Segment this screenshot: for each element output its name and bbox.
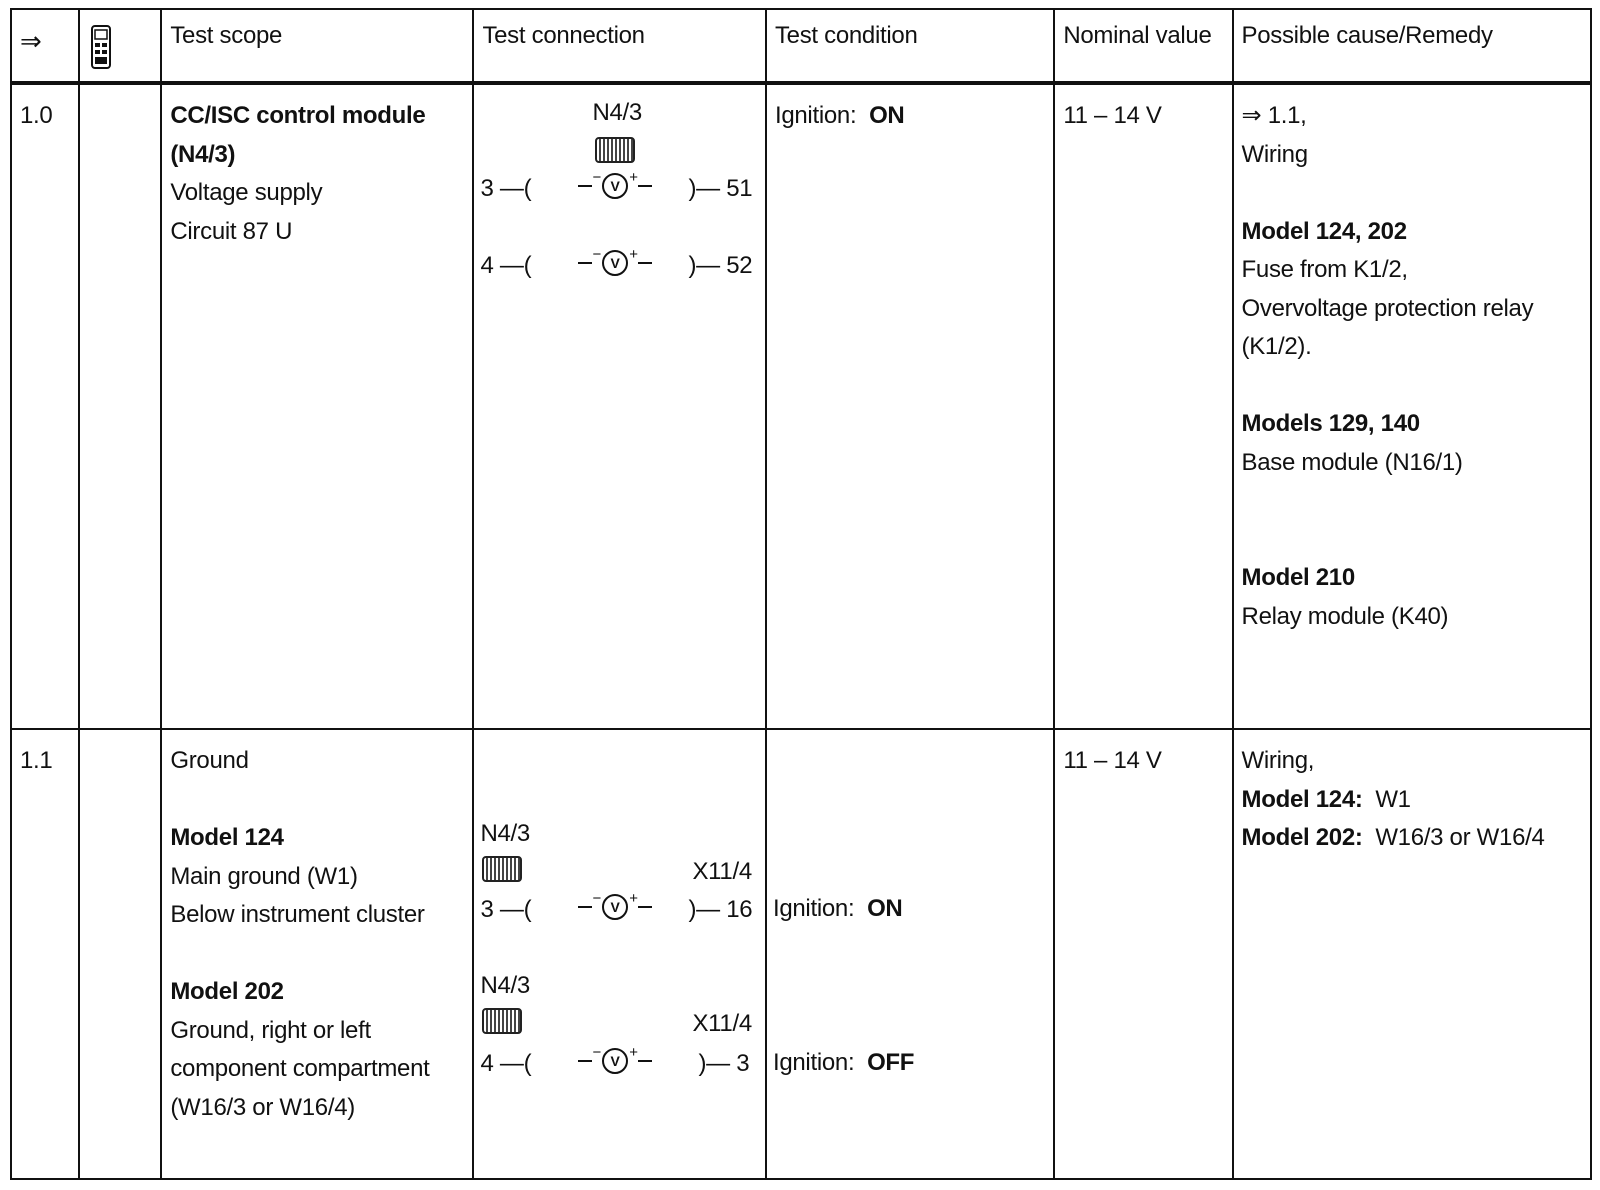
remedy-line: Relay module (K40) xyxy=(1241,602,1449,630)
step-cell xyxy=(11,729,79,1179)
nominal-cell xyxy=(1054,83,1232,729)
header-device xyxy=(79,9,161,83)
remedy-line: Wiring, xyxy=(1241,747,1315,775)
header-test-connection: Test connection xyxy=(473,9,766,83)
step-number: 1.1 xyxy=(20,747,53,775)
remedy-model-heading: Model 124, 202 xyxy=(1241,217,1407,245)
nominal-value: 11 – 14 V xyxy=(1063,747,1162,775)
test-condition: Ignition: ON xyxy=(772,895,903,923)
table-row xyxy=(11,729,1591,1179)
module-label: N4/3 xyxy=(592,99,642,126)
module-socket-icon xyxy=(595,137,635,163)
tester-icon xyxy=(90,24,112,70)
scope-line: Below instrument cluster xyxy=(170,901,425,929)
table-row xyxy=(11,83,1591,729)
module-label: N4/3 xyxy=(480,972,530,1000)
test-condition: Ignition: ON xyxy=(774,102,905,129)
scope-line: Voltage supply xyxy=(170,179,323,206)
test-table-sheet xyxy=(10,8,1592,1180)
header-possible-cause: Possible cause/Remedy xyxy=(1233,9,1591,83)
scope-line: Circuit 87 U xyxy=(170,217,293,245)
header-test-condition: Test condition xyxy=(766,9,1054,83)
voltmeter-icon: − V + xyxy=(578,250,652,276)
scope-title: Ground xyxy=(170,747,249,775)
voltmeter-icon: − V + xyxy=(578,173,652,199)
remedy-ref: ⇒ 1.1, xyxy=(1241,102,1307,129)
scope-line: Main ground (W1) xyxy=(170,862,358,890)
scope-cell xyxy=(161,83,473,729)
nominal-value: 11 – 14 V xyxy=(1063,102,1162,129)
pin-right: )— 16 xyxy=(688,896,753,924)
condition-cell xyxy=(766,83,1054,729)
connection-cell xyxy=(473,83,766,729)
step-number: 1.0 xyxy=(20,102,53,129)
remedy-line: Fuse from K1/2, xyxy=(1241,256,1408,283)
pin-left: 4 —( xyxy=(480,1050,532,1078)
pin-right: )— 3 xyxy=(698,1050,750,1078)
pin-right: )— 51 xyxy=(688,175,753,202)
target-label: X11/4 xyxy=(692,1010,752,1038)
pin-left: 3 —( xyxy=(480,175,532,202)
remedy-line: Base module (N16/1) xyxy=(1241,448,1463,476)
pin-right: )— 52 xyxy=(688,252,753,279)
scope-line: (W16/3 or W16/4) xyxy=(170,1093,355,1121)
test-condition: Ignition: OFF xyxy=(772,1049,915,1077)
diagnostic-test-table xyxy=(10,8,1592,1180)
remedy-model-line: Model 202: W16/3 or W16/4 xyxy=(1241,824,1545,852)
scope-cell xyxy=(161,729,473,1179)
remedy-cell xyxy=(1233,83,1591,729)
device-cell xyxy=(79,83,161,729)
module-socket-icon xyxy=(482,1008,522,1034)
header-nominal-value: Nominal value xyxy=(1054,9,1232,83)
scope-model-heading: Model 202 xyxy=(170,978,284,1006)
module-socket-icon xyxy=(482,856,522,882)
target-label: X11/4 xyxy=(692,858,752,886)
device-cell xyxy=(79,729,161,1179)
connection-cell xyxy=(473,729,766,1179)
module-label: N4/3 xyxy=(480,820,530,848)
scope-line: Ground, right or left xyxy=(170,1016,371,1044)
scope-title: CC/ISC control module xyxy=(170,102,426,129)
remedy-model-line: Model 124: W1 xyxy=(1241,785,1411,813)
voltmeter-icon: − V + xyxy=(578,1048,652,1074)
pin-left: 3 —( xyxy=(480,896,532,924)
header-test-scope: Test scope xyxy=(161,9,473,83)
pin-left: 4 —( xyxy=(480,252,532,279)
remedy-model-heading: Model 210 xyxy=(1241,564,1355,591)
remedy-cell xyxy=(1233,729,1591,1179)
nominal-cell xyxy=(1054,729,1232,1179)
header-arrow: ⇒ xyxy=(11,9,79,83)
remedy-line: Wiring xyxy=(1241,140,1308,168)
voltmeter-icon: − V + xyxy=(578,894,652,920)
header-row xyxy=(11,9,1591,83)
condition-cell xyxy=(766,729,1054,1179)
scope-model-heading: Model 124 xyxy=(170,824,284,852)
remedy-model-heading: Models 129, 140 xyxy=(1241,410,1420,437)
scope-title-code: (N4/3) xyxy=(170,140,236,168)
remedy-line: (K1/2). xyxy=(1241,333,1312,360)
step-cell xyxy=(11,83,79,729)
remedy-line: Overvoltage protection relay xyxy=(1241,294,1534,322)
scope-line: component compartment xyxy=(170,1055,430,1083)
